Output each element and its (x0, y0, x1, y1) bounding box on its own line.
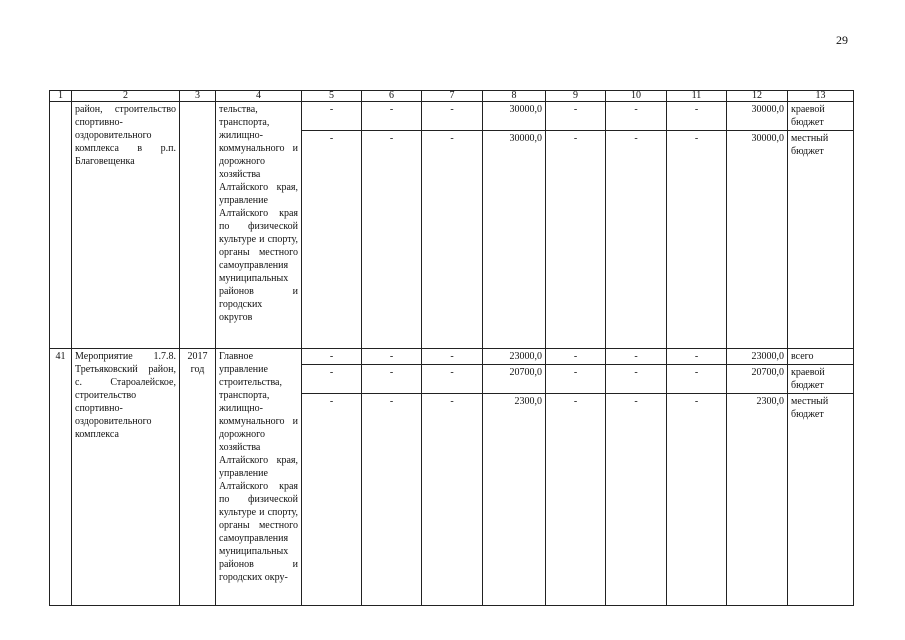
header-cell: 13 (788, 91, 854, 102)
header-cell: 5 (302, 91, 362, 102)
value-cell: - (302, 102, 362, 131)
funding-source: краевой бюджет (788, 102, 854, 131)
table-row (50, 102, 854, 131)
header-cell: 4 (216, 91, 302, 102)
header-cell: 3 (180, 91, 216, 102)
total-cell: 30000,0 (727, 102, 788, 131)
amount-cell: 30000,0 (483, 131, 546, 349)
funding-source: краевой бюджет (788, 365, 854, 394)
header-cell: 10 (606, 91, 667, 102)
value-cell: - (422, 349, 483, 365)
total-cell: 2300,0 (727, 394, 788, 606)
value-cell: - (422, 394, 483, 606)
header-cell: 7 (422, 91, 483, 102)
total-cell: 20700,0 (727, 365, 788, 394)
amount-cell: 23000,0 (483, 349, 546, 365)
amount-cell: 30000,0 (483, 102, 546, 131)
row-number: 41 (50, 349, 72, 606)
page-number: 29 (836, 33, 848, 47)
program-table (49, 90, 854, 606)
value-cell: - (546, 349, 606, 365)
value-cell: - (362, 131, 422, 349)
value-cell: - (667, 394, 727, 606)
value-cell: - (606, 365, 667, 394)
value-cell: - (546, 131, 606, 349)
value-cell: - (667, 102, 727, 131)
value-cell: - (362, 349, 422, 365)
header-cell: 6 (362, 91, 422, 102)
header-cell: 1 (50, 91, 72, 102)
activity-description: Мероприятие 1.7.8. Третьяковский район, с. Староалейское, строительство спортивно-оздоровительного комплекса (72, 349, 180, 606)
funding-source: всего (788, 349, 854, 365)
value-cell: - (667, 349, 727, 365)
activity-year: 2017 год (180, 349, 216, 606)
value-cell: - (546, 365, 606, 394)
header-cell: 11 (667, 91, 727, 102)
header-row (50, 91, 854, 102)
value-cell: - (606, 131, 667, 349)
value-cell: - (302, 131, 362, 349)
value-cell: - (546, 394, 606, 606)
value-cell: - (302, 365, 362, 394)
value-cell: - (422, 131, 483, 349)
value-cell: - (362, 394, 422, 606)
header-cell: 12 (727, 91, 788, 102)
value-cell: - (422, 365, 483, 394)
activity-description: район, строительство спортивно-оздоровительного комплекса в р.п. Благовещенка (72, 102, 180, 349)
header-cell: 2 (72, 91, 180, 102)
funding-source: местный бюджет (788, 131, 854, 349)
value-cell: - (667, 131, 727, 349)
funding-source: местный бюджет (788, 394, 854, 606)
value-cell: - (302, 394, 362, 606)
value-cell: - (422, 102, 483, 131)
value-cell: - (302, 349, 362, 365)
value-cell: - (606, 394, 667, 606)
row-number (50, 102, 72, 349)
total-cell: 30000,0 (727, 131, 788, 349)
activity-year (180, 102, 216, 349)
amount-cell: 20700,0 (483, 365, 546, 394)
value-cell: - (606, 102, 667, 131)
value-cell: - (546, 102, 606, 131)
value-cell: - (362, 102, 422, 131)
activity-executor: тельства, транспорта, жилищно-коммунального и дорожного хозяйства Алтайского края, управление Алтайского края по физической культуре и спорту, органы местного самоуправления муниципальных районов и городских округов (216, 102, 302, 349)
value-cell: - (362, 365, 422, 394)
activity-executor: Главное управление строительства, транспорта, жилищно-коммунального и дорожного хозяйства Алтайского края, управление Алтайского края по физической культуре и спорту, органы местного самоуправления муниципальных районов и городских окру- (216, 349, 302, 606)
value-cell: - (667, 365, 727, 394)
table-row (50, 349, 854, 365)
header-cell: 9 (546, 91, 606, 102)
amount-cell: 2300,0 (483, 394, 546, 606)
value-cell: - (606, 349, 667, 365)
total-cell: 23000,0 (727, 349, 788, 365)
header-cell: 8 (483, 91, 546, 102)
